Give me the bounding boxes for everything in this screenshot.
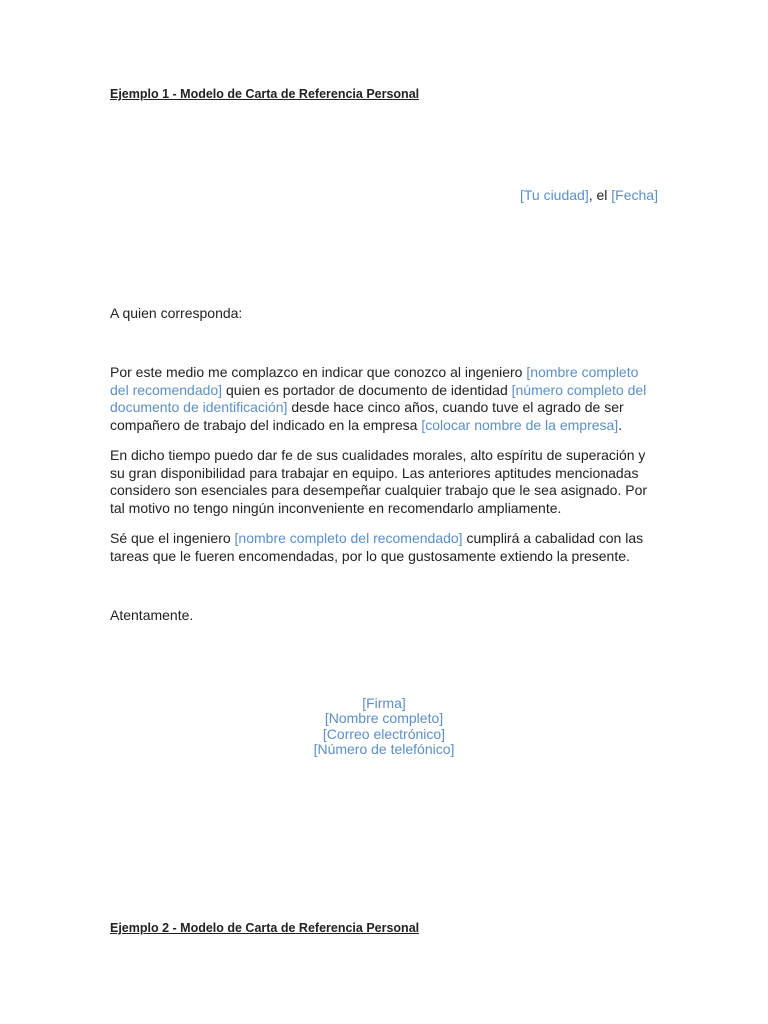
- paragraph-recommendation: [110, 530, 658, 565]
- signature-placeholder: [Firma]: [362, 695, 406, 711]
- example-2-heading: Ejemplo 2 - Modelo de Carta de Referencia Personal: [110, 921, 420, 935]
- example-1-heading: Ejemplo 1 - Modelo de Carta de Referencia Personal: [110, 87, 420, 101]
- intro-text-2: quien es portador de documento de identidad: [222, 381, 512, 398]
- id-number-placeholder: [número completo del documento de identificación]: [110, 381, 647, 416]
- intro-text-3: desde hace cinco años, cuando tuve el agrado de ser compañero de trabajo del indicado en la empresa: [110, 399, 624, 433]
- city-date-line: [520, 186, 658, 204]
- paragraph-qualities: En dicho tiempo puedo dar fe de sus cualidades morales, alto espíritu de superación y su gran disponibilidad para trabajar en equipo. Las anteriores aptitudes mencionadas considero son esenciales para desempeñar cualquier trabajo que le sea asignado. Por tal motivo no tengo ningún inconveniente en recomendarlo ampliamente.: [110, 447, 648, 516]
- date-placeholder: [Fecha]: [611, 187, 658, 203]
- recommended-name-placeholder-2: [nombre completo del recomendado]: [234, 530, 463, 546]
- date-connector: , el: [588, 187, 612, 203]
- signature-block: [110, 696, 658, 757]
- salutation: A quien corresponda:: [110, 305, 243, 321]
- closing: Atentamente.: [110, 607, 194, 623]
- phone-placeholder: [Número de telefónico]: [313, 740, 455, 757]
- company-name-placeholder: [colocar nombre de la empresa]: [421, 416, 619, 433]
- intro-text-4: .: [618, 416, 623, 433]
- email-placeholder: [Correo electrónico]: [322, 725, 446, 742]
- paragraph-intro: [110, 364, 658, 434]
- recommended-name-placeholder: [nombre completo del recomendado]: [110, 364, 639, 398]
- recommendation-text-1: Sé que el ingeniero: [110, 530, 235, 546]
- recommendation-text-2: cumplirá a cabalidad con las tareas que le fueren encomendadas, por lo que gustosamente extiendo la presente.: [110, 530, 644, 564]
- full-name-placeholder: [Nombre completo]: [324, 710, 444, 727]
- city-placeholder: [Tu ciudad]: [519, 187, 589, 203]
- intro-text-1: Por este medio me complazco en indicar que conozco al ingeniero: [110, 364, 527, 380]
